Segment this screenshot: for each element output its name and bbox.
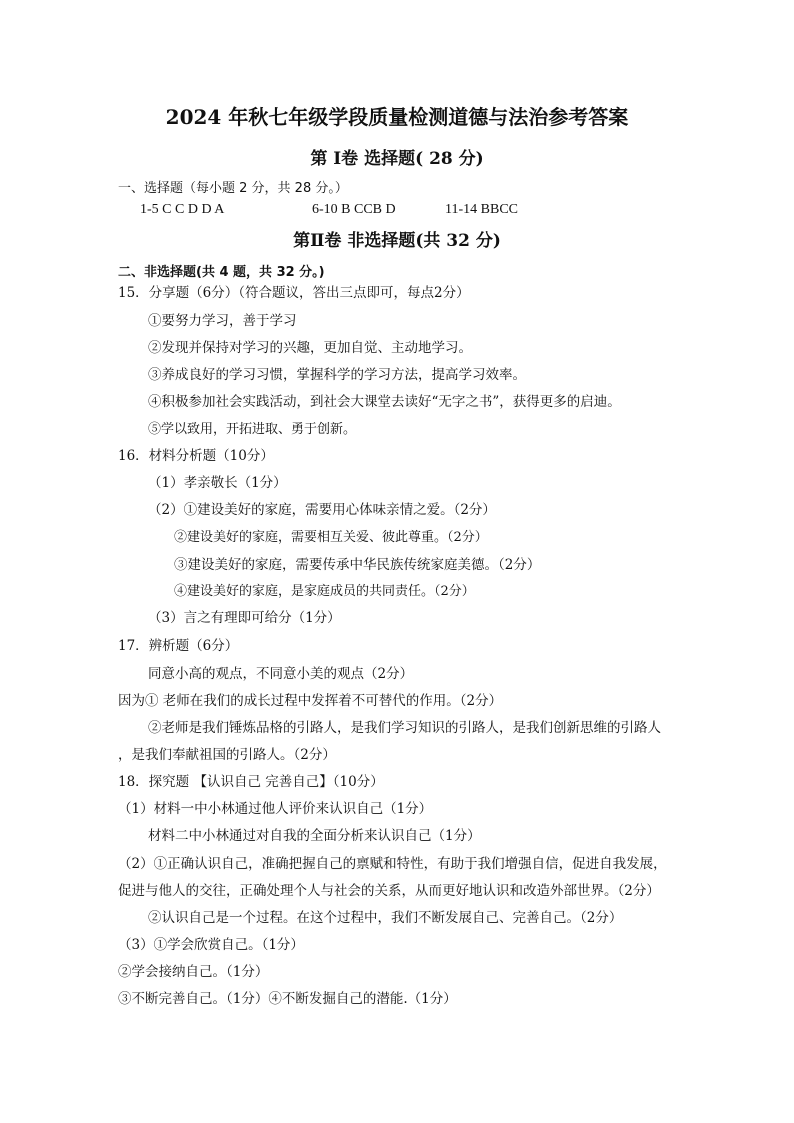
part2-heading: 第Ⅱ卷 非选择题(共 32 分) — [293, 231, 501, 251]
q18-item-6: （3）①学会欣赏自己。（1分） — [118, 937, 304, 953]
q15-item-4: ④积极参加社会实践活动，到社会大课堂去读好“无字之书”，获得更多的启迪。 — [148, 394, 621, 410]
q17-item-3: ②老师是我们锤炼品格的引路人，是我们学习知识的引路人，是我们创新思维的引路人 — [148, 720, 661, 736]
q16-item-6: （3）言之有理即可给分（1分） — [148, 610, 341, 626]
q17-item-1: 同意小高的观点，不同意小美的观点（2分） — [148, 666, 414, 682]
answer-group-1-5: 1-5 C C D D A — [140, 202, 225, 217]
q18-item-5: ②认识自己是一个过程。在这个过程中，我们不断发展自己、完善自己。（2分） — [148, 910, 623, 926]
q18-item-2: 材料二中小林通过对自我的全面分析来认识自己（1分） — [148, 828, 481, 844]
q15-title: 15．分享题（6分）（符合题议，答出三点即可，每点2分） — [118, 285, 470, 301]
page-title: 2024 年秋七年级学段质量检测道德与法治参考答案 — [165, 105, 629, 129]
q16-item-5: ④建设美好的家庭，是家庭成员的共同责任。（2分） — [174, 584, 475, 599]
q17-title: 17．辨析题（6分） — [118, 638, 239, 654]
q18-title: 18．探究题 【认识自己 完善自己】（10分） — [118, 774, 384, 790]
q18-item-3: （2）①正确认识自己，准确把握自己的禀赋和特性，有助于我们增强自信，促进自我发展， — [118, 856, 667, 872]
answer-group-6-10: 6-10 B CCB D — [312, 202, 396, 217]
q18-item-8: ③不断完善自己。（1分）④不断发掘自己的潜能.（1分） — [118, 991, 457, 1007]
part1-heading: 第 Ⅰ卷 选择题( 28 分) — [310, 149, 484, 169]
answer-group-11-14: 11-14 BBCC — [445, 202, 518, 217]
q15-item-5: ⑤学以致用，开拓进取、勇于创新。 — [148, 422, 357, 437]
section1-label: 一、选择题（每小题 2 分，共 28 分。） — [118, 181, 348, 196]
q15-item-1: ①要努力学习，善于学习 — [148, 313, 297, 329]
q16-item-4: ③建设美好的家庭，需要传承中华民族传统家庭美德。（2分） — [174, 557, 541, 573]
q16-title: 16．材料分析题（10分） — [118, 448, 274, 464]
q18-item-4: 促进与他人的交往，正确处理个人与社会的关系，从而更好地认识和改造外部世界。（2分） — [118, 883, 660, 899]
q16-item-2: （2）①建设美好的家庭，需要用心体味亲情之爱。（2分） — [148, 502, 496, 518]
q15-item-2: ②发现并保持对学习的兴趣，更加自觉、主动地学习。 — [148, 340, 472, 356]
q18-item-1: （1）材料一中小林通过他人评价来认识自己（1分） — [118, 801, 433, 817]
q15-item-3: ③养成良好的学习习惯，掌握科学的学习方法，提高学习效率。 — [148, 367, 526, 383]
q18-item-7: ②学会接纳自己。（1分） — [118, 964, 269, 980]
q17-item-4: ，是我们奉献祖国的引路人。（2分） — [118, 747, 336, 763]
section2-label: 二、非选择题(共 4 题，共 32 分。) — [118, 265, 325, 280]
q16-item-3: ②建设美好的家庭，需要相互关爱、彼此尊重。（2分） — [174, 530, 488, 545]
q16-item-1: （1）孝亲敬长（1分） — [148, 475, 287, 491]
q17-item-2: 因为① 老师在我们的成长过程中发挥着不可替代的作用。（2分） — [118, 693, 503, 709]
